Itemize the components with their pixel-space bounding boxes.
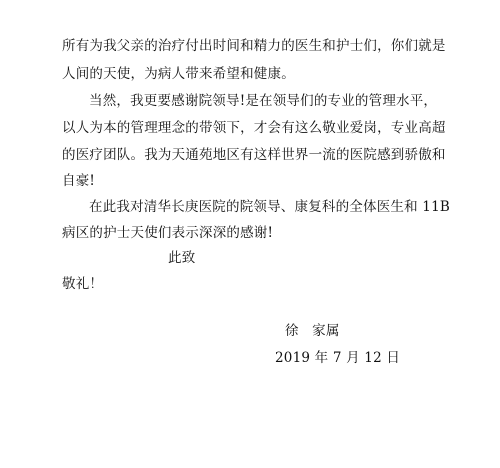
letter-line-7: 在此我对清华长庚医院的院领导、康复科的全体医生和 11B [89, 199, 450, 215]
salutation-text: 敬礼！ [62, 276, 104, 292]
letter-line-6: 自豪! [62, 173, 96, 189]
letter-line-8: 病区的护士天使们表示深深的感谢! [62, 225, 274, 241]
signature: 徐 家属 [285, 323, 340, 339]
letter-line-4: 以人为本的管理理念的带领下，才会有这么敬业爱岗，专业高超 [62, 120, 446, 136]
letter-date: 2019 年 7 月 12 日 [275, 350, 401, 366]
letter-line-3: 当然，我更要感谢院领导!是在领导们的专业的管理水平， [89, 93, 438, 109]
letter-line-2: 人间的天使，为病人带来希望和健康。 [62, 66, 295, 82]
closing-text: 此致 [168, 250, 196, 266]
letter-line-5: 的医疗团队。我为天通苑地区有这样世界一流的医院感到骄傲和 [62, 147, 446, 163]
letter-line-1: 所有为我父亲的治疗付出时间和精力的医生和护士们，你们就是 [62, 38, 446, 54]
